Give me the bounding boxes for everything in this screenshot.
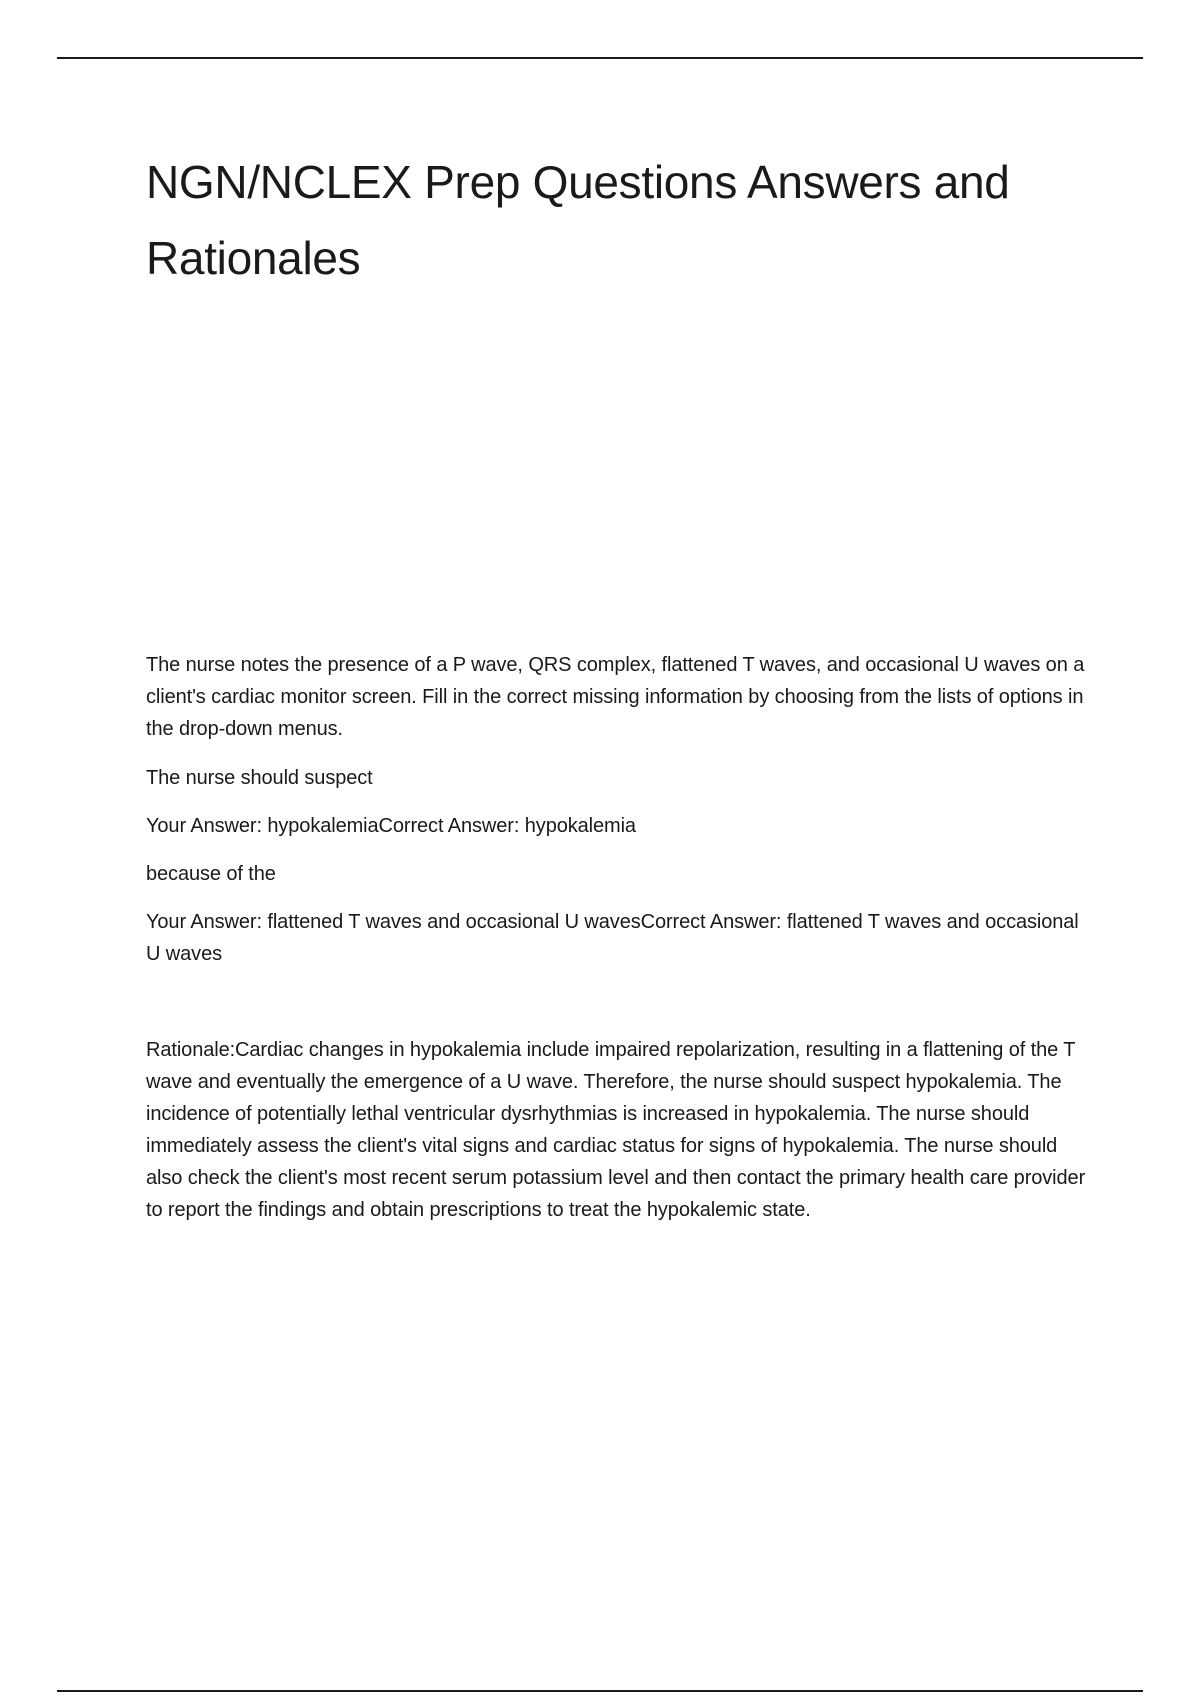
- prompt-block-2: [146, 858, 1096, 890]
- rationale-block: [146, 1034, 1096, 1226]
- answer-text-1: Your Answer: hypokalemiaCorrect Answer: hypokalemia: [146, 815, 636, 837]
- question-text: The nurse notes the presence of a P wave, QRS complex, flattened T waves, and occasional U waves on a client's cardiac monitor screen. Fill in the correct missing information by choosing from the lists of options in the drop-down menus.: [146, 654, 1085, 740]
- answer-text-2: Your Answer: flattened T waves and occasional U wavesCorrect Answer: flattened T waves and occasional U waves: [146, 911, 1079, 965]
- page-title: NGN/NCLEX Prep Questions Answers and Rationales: [146, 156, 1010, 284]
- answer-block-1: [146, 810, 1096, 842]
- answer-block-2: [146, 906, 1096, 970]
- prompt-text-2: because of the: [146, 863, 276, 885]
- prompt-text-1: The nurse should suspect: [146, 767, 373, 789]
- bottom-divider: [57, 1690, 1143, 1692]
- top-divider: [57, 57, 1143, 59]
- prompt-block-1: [146, 762, 1096, 794]
- question-block: [146, 649, 1096, 745]
- rationale-text: Rationale:Cardiac changes in hypokalemia include impaired repolarization, resulting in a flattening of the T wave and eventually the emergence of a U wave. Therefore, the nurse should suspect hypokalemia. The incidence of potentially lethal ventricular dysrhythmias is increased in hypokalemia. The nurse should immediately assess the client's vital signs and cardiac status for signs of hypokalemia. The nurse should also check the client's most recent serum potassium level and then contact the primary health care provider to report the findings and obtain prescriptions to treat the hypokalemic state.: [146, 1039, 1086, 1221]
